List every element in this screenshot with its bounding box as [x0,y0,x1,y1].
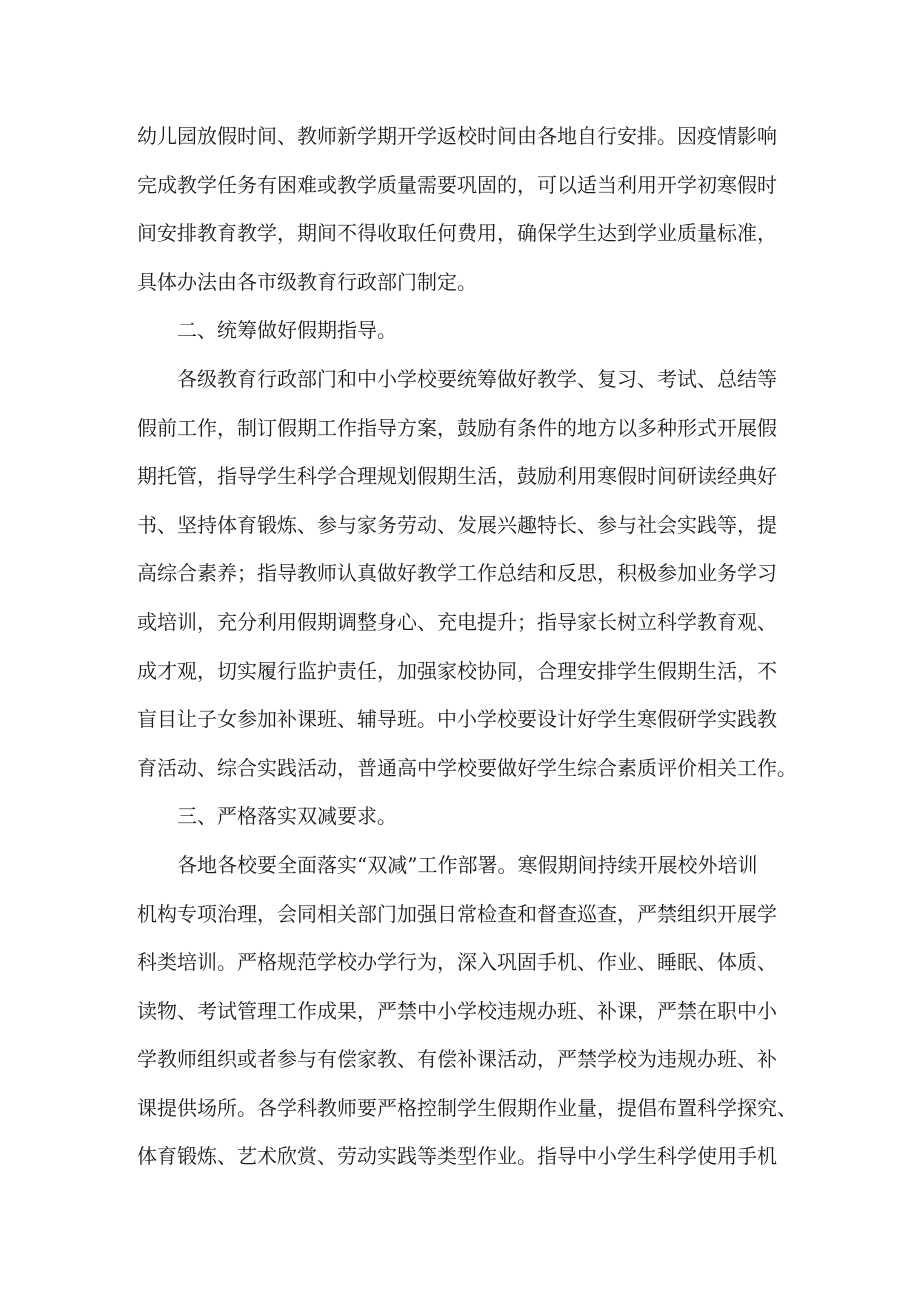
paragraph-line: 课提供场所。各学科教师要严格控制学生假期作业量，提倡布置科学探究、 [137,1095,797,1120]
paragraph-line: 假前工作，制订假期工作指导方案，鼓励有条件的地方以多种形式开展假 [137,415,777,440]
paragraph-first-line: 各级教育行政部门和中小学校要统筹做好教学、复习、考试、总结等 [177,366,777,391]
section-heading-2: 二、统筹做好假期指导。 [177,318,397,343]
paragraph-line: 具体办法由各市级教育行政部门制定。 [137,269,477,294]
paragraph-line: 高综合素养；指导教师认真做好教学工作总结和反思，积极参加业务学习 [137,561,777,586]
paragraph-line: 间安排教育教学，期间不得收取任何费用，确保学生达到学业质量标准， [137,221,777,246]
paragraph-line: 读物、考试管理工作成果，严禁中小学校违规办班、补课，严禁在职中小 [137,998,777,1023]
paragraph-line: 成才观，切实履行监护责任，加强家校协同，合理安排学生假期生活，不 [137,658,777,683]
paragraph-line: 体育锻炼、艺术欣赏、劳动实践等类型作业。指导中小学生科学使用手机 [137,1144,777,1169]
paragraph-line: 科类培训。严格规范学校办学行为，深入巩固手机、作业、睡眠、体质、 [137,950,777,975]
paragraph-line: 书、坚持体育锻炼、参与家务劳动、发展兴趣特长、参与社会实践等，提 [137,512,777,537]
paragraph-line: 学教师组织或者参与有偿家教、有偿补课活动，严禁学校为违规办班、补 [137,1047,777,1072]
paragraph-line: 育活动、综合实践活动，普通高中学校要做好学生综合素质评价相关工作。 [137,755,797,780]
paragraph-line: 幼儿园放假时间、教师新学期开学返校时间由各地自行安排。因疫情影响 [137,124,777,148]
document-body [137,112,827,1181]
paragraph-line: 盲目让子女参加补课班、辅导班。中小学校要设计好学生寒假研学实践教 [137,707,777,732]
paragraph-first-line: 各地各校要全面落实“双减”工作部署。寒假期间持续开展校外培训 [177,852,758,877]
paragraph-line: 期托管，指导学生科学合理规划假期生活，鼓励利用寒假时间研读经典好 [137,464,777,489]
paragraph-line: 或培训，充分利用假期调整身心、充电提升；指导家长树立科学教育观、 [137,609,777,634]
paragraph-line: 完成教学任务有困难或教学质量需要巩固的，可以适当利用开学初寒假时 [137,172,777,197]
paragraph-line: 机构专项治理，会同相关部门加强日常检查和督查巡查，严禁组织开展学 [137,901,777,926]
section-heading-3: 三、严格落实双减要求。 [177,804,397,829]
